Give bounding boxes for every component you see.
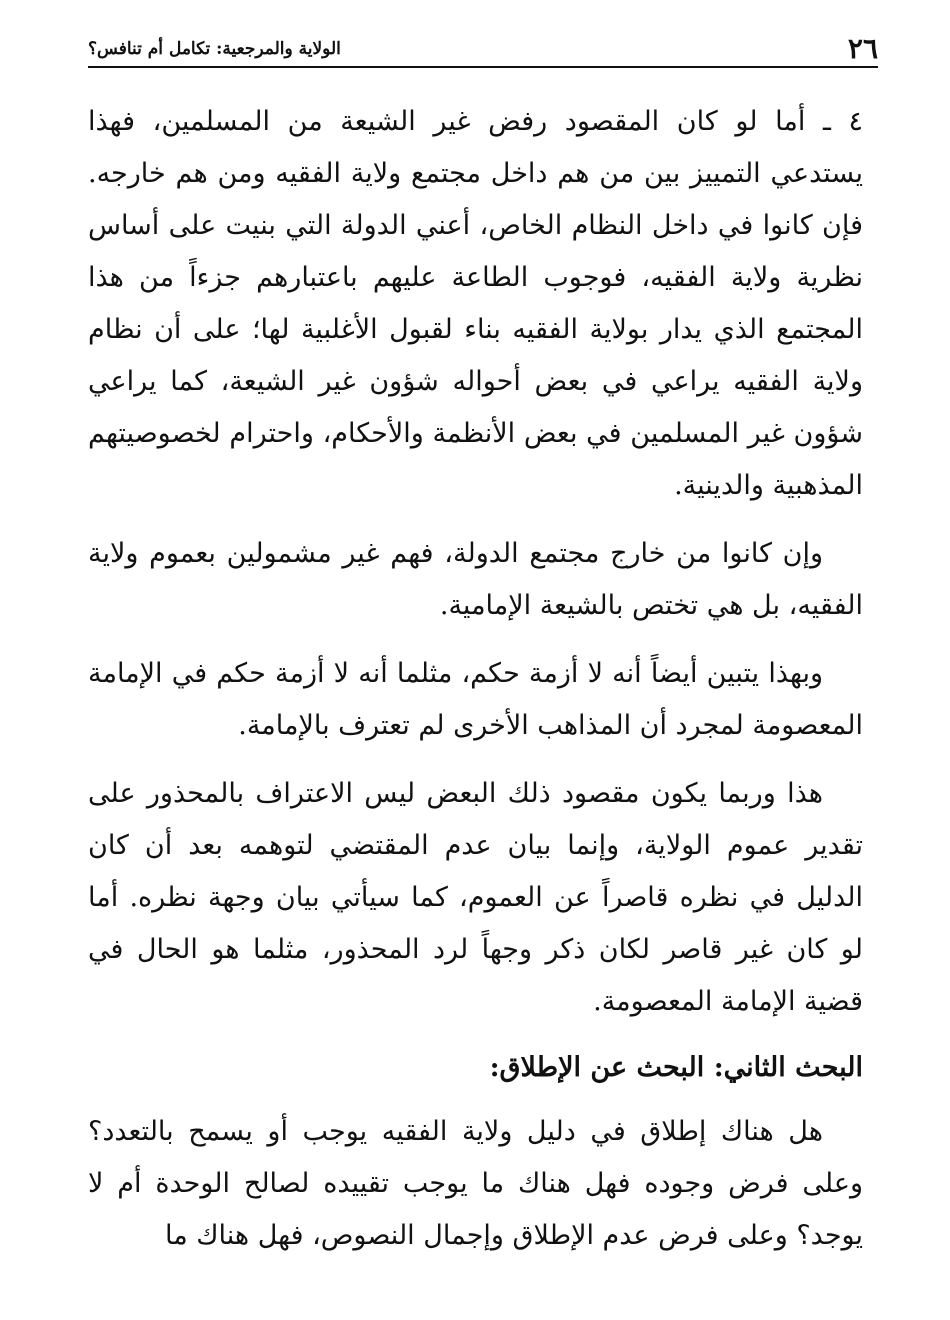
paragraph: وإن كانوا من خارج مجتمع الدولة، فهم غير مشمولين بعموم ولاية الفقيه، بل هي تختص بالشيعة الإمامية.	[88, 538, 863, 621]
running-title: الولاية والمرجعية: تكامل أم تنافس؟	[88, 38, 341, 59]
page-number: ٢٦	[847, 32, 878, 65]
paragraph: هذا وربما يكون مقصود ذلك البعض ليس الاعتراف بالمحذور على تقدير عموم الولاية، وإنما بيان عدم المقتضي لتوهمه بعد أن كان الدليل في نظره قاصراً عن العموم، كما سيأتي بيان وجهة نظره. أما لو كان غير قاصر لكان ذكر وجهاً لرد المحذور، مثلما هو الحال في قضية الإمامة المعصومة.	[88, 778, 863, 1017]
paragraph: هل هناك إطلاق في دليل ولاية الفقيه يوجب أو يسمح بالتعدد؟ وعلى فرض وجوده فهل هناك ما يوجب تقييده لصالح الوحدة أم لا يوجد؟ وعلى فرض عدم الإطلاق وإجمال النصوص، فهل هناك ما	[88, 1116, 863, 1251]
section-heading: البحث الثاني: البحث عن الإطلاق:	[489, 1052, 863, 1083]
header-divider	[88, 66, 878, 68]
paragraph: ٤ ـ أما لو كان المقصود رفض غير الشيعة من المسلمين، فهذا يستدعي التمييز بين من هم داخل مجتمع ولاية الفقيه ومن هم خارجه. فإن كانوا في داخل النظام الخاص، أعني الدولة التي بنيت على أساس نظرية ولاية الفقيه، فوجوب الطاعة عليهم باعتبارهم جزءاً من هذا المجتمع الذي يدار بولاية الفقيه بناء لقبول الأغلبية لها؛ على أن نظام ولاية الفقيه يراعي في بعض أحواله شؤون غير الشيعة، كما يراعي شؤون غير المسلمين في بعض الأنظمة والأحكام، واحترام لخصوصيتهم المذهبية والدينية.	[88, 106, 863, 501]
paragraph: وبهذا يتبين أيضاً أنه لا أزمة حكم، مثلما أنه لا أزمة حكم في الإمامة المعصومة لمجرد أن المذاهب الأخرى لم تعترف بالإمامة.	[88, 658, 863, 741]
page-header	[88, 30, 878, 68]
page-body	[88, 96, 863, 1278]
